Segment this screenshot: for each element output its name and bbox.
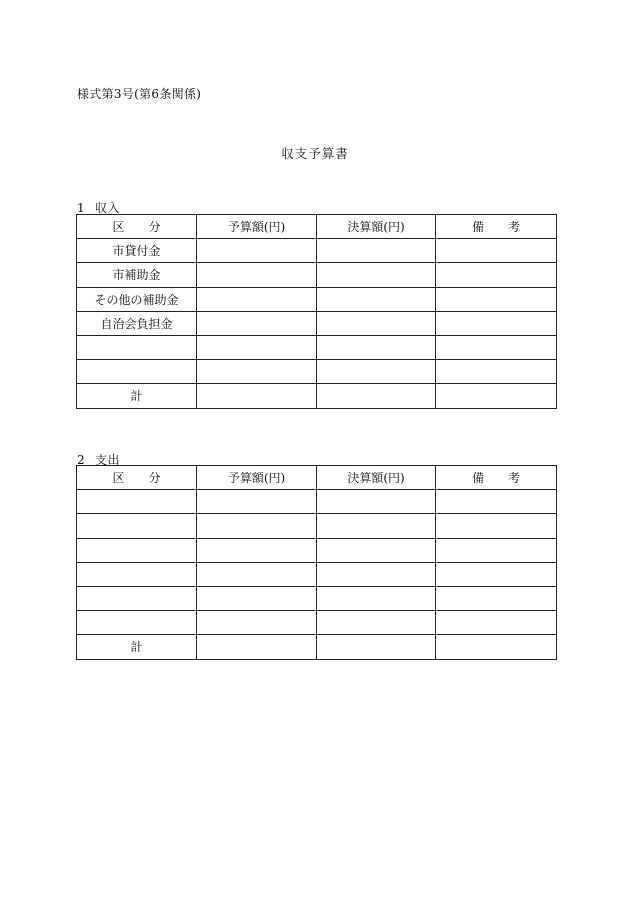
settled-amount-cell[interactable] [317,311,436,335]
remarks-cell[interactable] [436,611,557,635]
income-table-body [77,239,557,384]
income-row [77,263,557,287]
header-category: 区 分 [77,466,197,490]
remarks-cell[interactable] [436,335,557,359]
expense-total-row [77,635,557,659]
category-cell[interactable] [77,490,197,514]
total-remarks-cell[interactable] [436,635,557,659]
budget-amount-cell[interactable] [197,311,317,335]
expense-section-number: 2 [77,453,86,467]
budget-amount-cell[interactable] [197,360,317,384]
expense-table-body [77,490,557,635]
settled-amount-cell[interactable] [317,538,436,562]
header-budget-amount: 予算額(円) [197,215,317,239]
income-total-row [77,384,557,408]
settled-amount-cell[interactable] [317,490,436,514]
budget-amount-cell[interactable] [197,611,317,635]
category-cell[interactable] [77,611,197,635]
budget-amount-cell[interactable] [197,287,317,311]
income-row [77,239,557,263]
expense-row [77,611,557,635]
category-cell[interactable] [77,538,197,562]
income-row [77,311,557,335]
header-remarks: 備 考 [436,466,557,490]
header-category: 区 分 [77,215,197,239]
settled-amount-cell[interactable] [317,360,436,384]
remarks-cell[interactable] [436,263,557,287]
income-table [76,214,557,409]
category-cell[interactable] [77,335,197,359]
settled-amount-cell[interactable] [317,611,436,635]
budget-amount-cell[interactable] [197,490,317,514]
header-settled-amount: 決算額(円) [317,215,436,239]
settled-amount-cell[interactable] [317,562,436,586]
remarks-cell[interactable] [436,311,557,335]
budget-amount-cell[interactable] [197,239,317,263]
expense-row [77,562,557,586]
income-row [77,287,557,311]
header-settled-amount: 決算額(円) [317,466,436,490]
remarks-cell[interactable] [436,490,557,514]
income-header-row [77,215,557,239]
header-budget-amount: 予算額(円) [197,466,317,490]
income-row [77,335,557,359]
settled-amount-cell[interactable] [317,287,436,311]
expense-row [77,514,557,538]
total-settled-cell[interactable] [317,635,436,659]
remarks-cell[interactable] [436,538,557,562]
remarks-cell[interactable] [436,287,557,311]
expense-row [77,490,557,514]
budget-amount-cell[interactable] [197,538,317,562]
budget-amount-cell[interactable] [197,263,317,287]
header-remarks: 備 考 [436,215,557,239]
expense-section-label: 支出 [95,453,121,467]
total-budget-cell[interactable] [197,635,317,659]
total-budget-cell[interactable] [197,384,317,408]
settled-amount-cell[interactable] [317,239,436,263]
category-cell: 自治会負担金 [77,311,197,335]
total-label: 計 [77,635,197,659]
budget-amount-cell[interactable] [197,335,317,359]
budget-amount-cell[interactable] [197,586,317,610]
document-title: 収支予算書 [281,146,349,161]
expense-row [77,538,557,562]
expense-header-row [77,466,557,490]
income-row [77,360,557,384]
category-cell[interactable] [77,586,197,610]
category-cell: 市貸付金 [77,239,197,263]
category-cell: 市補助金 [77,263,197,287]
remarks-cell[interactable] [436,562,557,586]
remarks-cell[interactable] [436,586,557,610]
settled-amount-cell[interactable] [317,586,436,610]
settled-amount-cell[interactable] [317,335,436,359]
settled-amount-cell[interactable] [317,263,436,287]
settled-amount-cell[interactable] [317,514,436,538]
total-settled-cell[interactable] [317,384,436,408]
budget-amount-cell[interactable] [197,562,317,586]
expense-table [76,465,557,660]
expense-row [77,586,557,610]
form-number: 様式第3号(第6条関係) [77,87,202,101]
income-section-label: 収入 [95,201,121,215]
budget-amount-cell[interactable] [197,514,317,538]
category-cell[interactable] [77,562,197,586]
total-label: 計 [77,384,197,408]
total-remarks-cell[interactable] [436,384,557,408]
remarks-cell[interactable] [436,514,557,538]
category-cell[interactable] [77,514,197,538]
remarks-cell[interactable] [436,239,557,263]
category-cell[interactable] [77,360,197,384]
category-cell: その他の補助金 [77,287,197,311]
income-section-number: 1 [77,201,86,215]
remarks-cell[interactable] [436,360,557,384]
